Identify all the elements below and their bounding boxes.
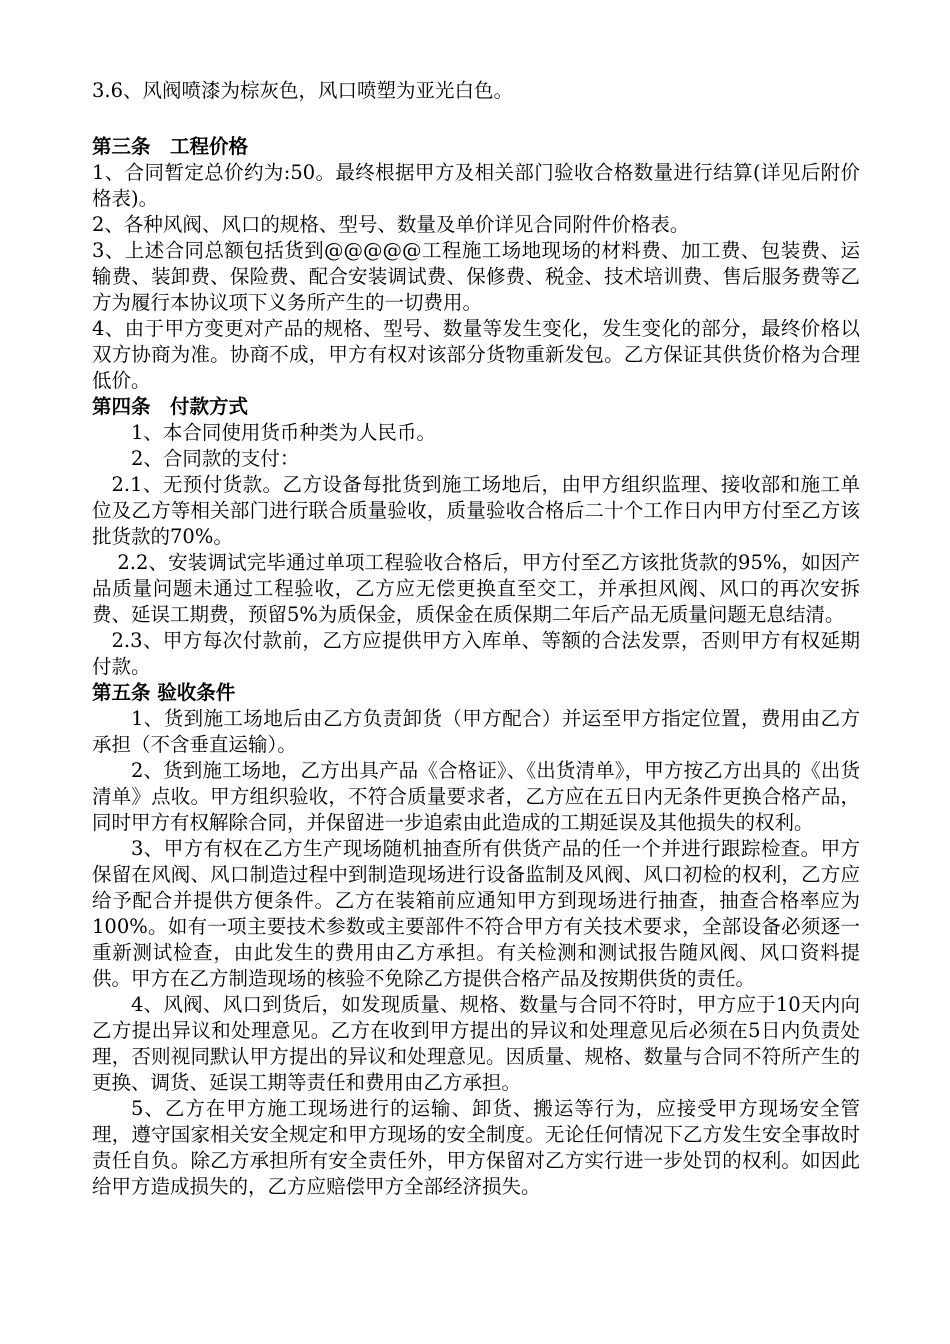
paragraph-acceptance-1: 1、货到施工场地后由乙方负责卸货（甲方配合）并运至甲方指定位置，费用由乙方承担（不含垂直运输）。 <box>92 707 860 756</box>
paragraph-3-6-colors: 3.6、风阀喷漆为棕灰色，风口喷塑为亚光白色。 <box>92 79 514 102</box>
paragraph-payment-2-1: 2.1、无预付货款。乙方设备每批货到施工场地后，由甲方组织监理、接收部和施工单位及乙方等相关部门进行联合质量验收，质量验收合格后二十个工作日内甲方付至乙方该批货款的70%。 <box>92 473 860 548</box>
paragraph-acceptance-3: 3、甲方有权在乙方生产现场随机抽查所有供货产品的任一个并进行跟踪检查。甲方保留在风阀、风口制造过程中到制造现场进行设备监制及风阀、风口初检的权利，乙方应给予配合并提供方便条件。乙方在装箱前应通知甲方到现场进行抽查，抽查合格率应为100%。如有一项主要技术参数或主要部件不符合甲方有关技术要求，全部设备必须逐一重新测试检查，由此发生的费用由乙方承担。有关检测和测试报告随风阀、风口资料提供。甲方在乙方制造现场的核验不免除乙方提供合格产品及按期供货的责任。 <box>92 837 860 990</box>
section-heading-article-5: 第五条 验收条件 <box>92 681 236 704</box>
paragraph-price-2: 2、各种风阀、风口的规格、型号、数量及单价详见合同附件价格表。 <box>92 213 690 236</box>
paragraph-acceptance-5: 5、乙方在甲方施工现场进行的运输、卸货、搬运等行为，应接受甲方现场安全管理，遵守国家相关安全规定和甲方现场的安全制度。无论任何情况下乙方发生安全事故时责任自负。除乙方承担所有安全责任外，甲方保留对乙方实行进一步处罚的权利。如因此给甲方造成损失的，乙方应赔偿甲方全部经济损失。 <box>92 1097 860 1198</box>
paragraph-price-3: 3、上述合同总额包括货到@@@@@工程施工场地现场的材料费、加工费、包装费、运输费、装卸费、保险费、配合安装调试费、保修费、税金、技术培训费、售后服务费等乙方为履行本协议项下义务所产生的一切费用。 <box>92 239 860 314</box>
paragraph-price-1: 1、合同暂定总价约为:50。最终根据甲方及相关部门验收合格数量进行结算(详见后附价格表)。 <box>92 161 860 210</box>
paragraph-gap <box>92 104 860 134</box>
paragraph-payment-2-3: 2.3、甲方每次付款前，乙方应提供甲方入库单、等额的合法发票，否则甲方有权延期付款。 <box>92 629 860 678</box>
paragraph-price-4: 4、由于甲方变更对产品的规格、型号、数量等发生变化，发生变化的部分，最终价格以双方协商为准。协商不成，甲方有权对该部分货物重新发包。乙方保证其供货价格为合理低价。 <box>92 317 860 392</box>
paragraph-acceptance-4: 4、风阀、风口到货后，如发现质量、规格、数量与合同不符时，甲方应于10天内向乙方提出异议和处理意见。乙方在收到甲方提出的异议和处理意见后必须在5日内负责处理，否则视同默认甲方提出的异议和处理意见。因质量、规格、数量与合同不符所产生的更换、调货、延误工期等责任和费用由乙方承担。 <box>92 993 860 1094</box>
paragraph-payment-2-2: 2.2、安装调试完毕通过单项工程验收合格后，甲方付至乙方该批货款的95%，如因产品质量问题未通过工程验收，乙方应无偿更换直至交工，并承担风阀、风口的再次安拆费、延误工期费，预留5%为质保金，质保金在质保期二年后产品无质量问题无息结清。 <box>92 551 860 626</box>
paragraph-acceptance-2: 2、货到施工场地，乙方出具产品《合格证》、《出货清单》，甲方按乙方出具的《出货清单》点收。甲方组织验收，不符合质量要求者，乙方应在五日内无条件更换合格产品，同时甲方有权解除合同，并保留进一步追索由此造成的工期延误及其他损失的权利。 <box>92 759 860 834</box>
section-heading-article-3: 第三条 工程价格 <box>92 135 249 158</box>
section-heading-article-4: 第四条 付款方式 <box>92 395 249 418</box>
paragraph-payment-2: 2、合同款的支付： <box>131 447 300 470</box>
paragraph-payment-1: 1、本合同使用货币种类为人民币。 <box>131 421 436 444</box>
